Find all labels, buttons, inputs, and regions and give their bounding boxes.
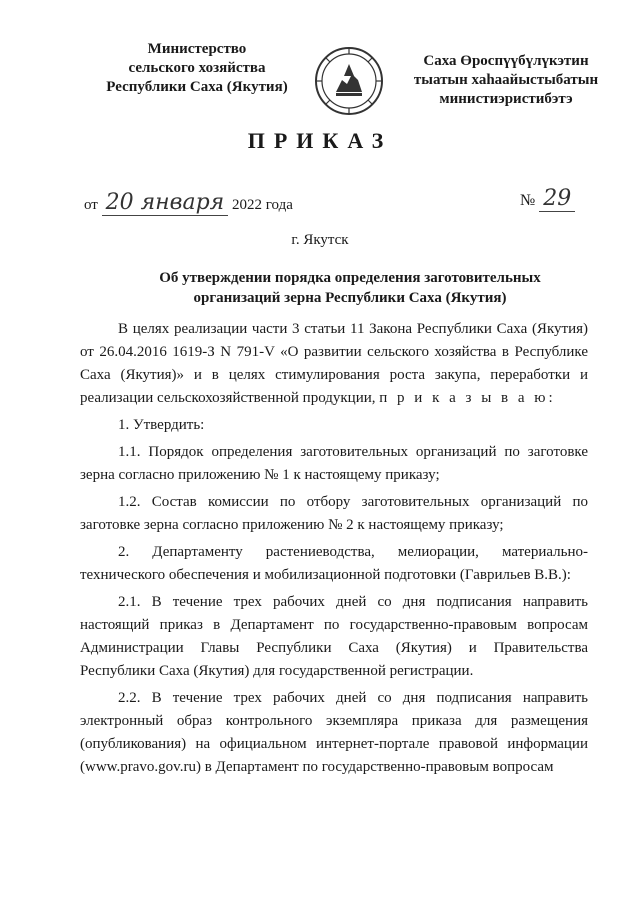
order-word: п р и к а з ы в а ю: [379, 390, 556, 406]
order-body [80, 318, 588, 783]
paragraph-2: 2. Департаменту растениеводства, мелиорации, материально-технического обеспечения и мобилизационной подготовки (Гаврильев В.В.): [80, 544, 588, 583]
handwritten-date: 20 января [102, 190, 229, 216]
city-line: г. Якутск [291, 232, 349, 248]
handwritten-number: 29 [539, 186, 575, 212]
ministry-name-russian: Министерство сельского хозяйства Республики Саха (Якутия) [106, 41, 288, 95]
order-number: № 29 [520, 186, 575, 211]
paragraph-1-2: 1.2. Состав комиссии по отбору заготовительных организаций по заготовке зерна согласно приложению № 2 к настоящему приказу; [80, 494, 588, 533]
intro-paragraph: В целях реализации части 3 статьи 11 Закона Республики Саха (Якутия) от 26.04.2016 1619-З N 791-V «О развитии сельского хозяйства в Республике Саха (Якутия)» и в целях стимулирования роста закупа, переработки и реализации сельскохозяйственной продукции, п р и к а з ы в а ю: [80, 321, 588, 406]
paragraph-1-1: 1.1. Порядок определения заготовительных организаций по заготовке зерна согласно приложению № 1 к настоящему приказу; [80, 444, 588, 483]
coat-of-arms-icon [314, 46, 384, 116]
paragraph-1: 1. Утвердить: [118, 417, 205, 433]
paragraph-2-2: 2.2. В течение трех рабочих дней со дня подписания направить электронный образ контрольного экземпляра приказа для размещения (опубликования) на официальном интернет-портале правовой информации (www.pravo.gov.ru) в Департамент по государственно-правовым вопросам [80, 690, 588, 775]
order-subject: Об утверждении порядка определения заготовительных организаций зерна Республики Саха (Якутия) [159, 270, 541, 306]
document-title: ПРИКАЗ [247, 128, 393, 153]
paragraph-2-1: 2.1. В течение трех рабочих дней со дня подписания направить настоящий приказ в Департамент по государственно-правовым вопросам Администрации Главы Республики Саха (Якутия) и Правительства Республики Саха (Якутия) для государственной регистрации. [80, 594, 588, 679]
ministry-name-sakha: Саха Өроспүүбүлүкэтин тыатын хаhаайыстыбатын министиэристибэтэ [413, 53, 599, 107]
order-date: от 20 января 2022 года [84, 190, 293, 215]
